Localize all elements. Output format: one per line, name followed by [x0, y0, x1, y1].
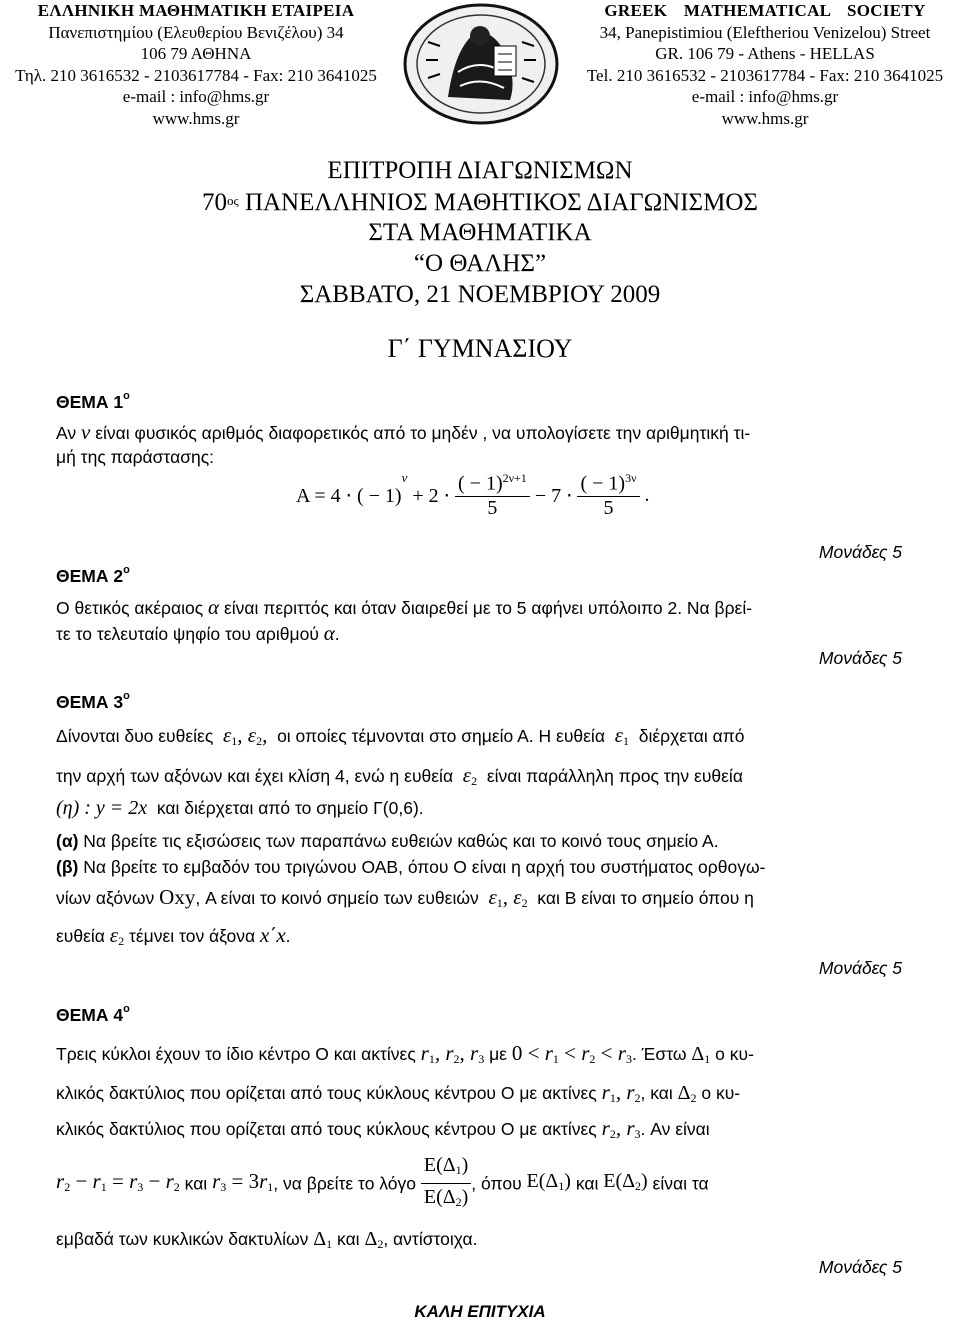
- theme3-line1: Δίνονται δυο ευθείες $\varepsilon_1$, $\varepsilon_2$, οι οποίες τέμνονται στο σημείο Α. Η ευθεία $\varepsilon_1$ διέρχεται από: [56, 723, 745, 748]
- subject-title: ΣΤΑ ΜΑΘΗΜΑΤΙΚΑ: [368, 219, 592, 246]
- theme4-line3: κλικός δακτύλιος που ορίζεται από τους κύκλους κέντρου Ο με ακτίνες $r_2$, $r_3$. Αν είναι: [56, 1116, 710, 1141]
- fraction1-denominator: 5: [487, 496, 498, 519]
- question-b-text-2b: , Α είναι το κοινό σημείο των ευθειών: [195, 888, 479, 908]
- theme2-text-c: τε το τελευταίο ψηφίο του αριθμού: [56, 624, 319, 644]
- phone-greek: Τηλ. 210 3616532 - 2103617784 - Fax: 210 3641025: [15, 65, 377, 85]
- formula-exp-nu: ν: [401, 470, 408, 485]
- org-name-greek: ΕΛΛΗΝΙΚΗ ΜΑΘΗΜΑΤΙΚΗ ΕΤΑΙΡΕΙΑ: [37, 1, 355, 20]
- theme3-marks: Μονάδες 5: [818, 958, 902, 978]
- society-seal-logo: [398, 2, 564, 126]
- theme3-text-3b: και διέρχεται από το σημείο Γ(0,6).: [156, 798, 424, 818]
- email-english: e-mail : info@hms.gr: [691, 87, 839, 106]
- theme1-marks: Μονάδες 5: [818, 542, 902, 562]
- theme1-var-nu: ν: [80, 420, 91, 444]
- question-b-text-2a: νίων αξόνων: [56, 888, 155, 908]
- theme1-heading-sup: ο: [123, 390, 130, 403]
- email-greek: e-mail : info@hms.gr: [122, 87, 270, 106]
- theme1-heading: [56, 392, 130, 413]
- fraction2-base: ( − 1): [580, 472, 626, 495]
- theme1-heading-text: ΘΕΜΑ 1: [56, 392, 124, 412]
- theme3-text-1c: διέρχεται από: [638, 726, 745, 746]
- formula-period: .: [644, 483, 650, 506]
- question-b-label: (β): [56, 857, 79, 877]
- theme1-formula: [296, 470, 650, 520]
- theme4-text-3b: . Αν είναι: [640, 1119, 710, 1139]
- theme4-line4: $r_2 - r_1 = r_3 - r_2$ και $r_3 = 3r_1$, να βρείτε το λόγο $\frac{E(\Delta_1)}{E(\Delta_2)}$ , όπου $E(\Delta_1)$ και $E(\Delta_2)$ είναι τα: [56, 1152, 902, 1215]
- theme3-line-eta-equation: (η) : y = 2x: [56, 797, 148, 819]
- formula-minus-seven: − 7 ⋅: [534, 484, 573, 507]
- theme3-text-2a: την αρχή των αξόνων και έχει κλίση 4, ενώ η ευθεία: [56, 766, 454, 786]
- theme2-text-b: είναι περιττός και όταν διαιρεθεί με το 5 αφήνει υπόλοιπο 2. Να βρεί-: [223, 598, 753, 618]
- theme3-line3: [56, 797, 424, 819]
- fraction1-numerator: [455, 471, 530, 497]
- theme4-text-2a: κλικός δακτύλιος που ορίζεται από τους κύκλους κέντρου Ο με ακτίνες: [56, 1083, 597, 1103]
- fraction2-denominator: 5: [603, 496, 614, 519]
- theme3-text-1b: οι οποίες τέμνονται στο σημείο Α. Η ευθεία: [277, 726, 605, 746]
- address-greek: Πανεπιστημίου (Ελευθερίου Βενιζέλου) 34: [48, 22, 344, 42]
- theme3-text-1a: Δίνονται δυο ευθείες: [56, 726, 214, 746]
- theme3-heading: [56, 692, 130, 713]
- theme4-text-4d: και: [575, 1173, 599, 1194]
- web-greek: www.hms.gr: [152, 108, 240, 128]
- theme4-text-4e: είναι τα: [652, 1173, 709, 1194]
- theme4-text-1a: Τρεις κύκλοι έχουν το ίδιο κέντρο Ο και ακτίνες: [56, 1044, 416, 1064]
- fraction2-exp: 3ν: [625, 471, 637, 486]
- theme3-question-b-line2: νίων αξόνων Oxy, Α είναι το κοινό σημείο των ευθειών $\varepsilon_1$, $\varepsilon_2$ και Β είναι το σημείο όπου η: [56, 885, 754, 910]
- ratio-fraction: $\frac{E(\Delta_1)}{E(\Delta_2)}$: [421, 1152, 471, 1215]
- question-b-text-3a: ευθεία: [56, 926, 105, 946]
- committee-title: ΕΠΙΤΡΟΠΗ ΔΙΑΓΩΝΙΣΜΩΝ: [327, 157, 633, 184]
- theme4-text-4c: , όπου: [471, 1173, 522, 1194]
- theme3-question-a: [56, 830, 719, 852]
- theme3-question-b: [56, 856, 765, 878]
- fraction2-numerator: [577, 471, 639, 497]
- competition-name: ΠΑΝΕΛΛΗΝΙΟΣ ΜΑΘΗΤΙΚΟΣ ΔΙΑΓΩΝΙΣΜΟΣ: [238, 189, 758, 216]
- fraction1-base: ( − 1): [458, 472, 503, 495]
- theme4-text-2b: , και: [640, 1083, 673, 1103]
- formula-plus-two: + 2 ⋅: [412, 484, 450, 507]
- question-a-text: Να βρείτε τις εξισώσεις των παραπάνω ευθειών καθώς και το κοινό τους σημείο Α.: [83, 831, 719, 851]
- grade-title: Γ΄ ΓΥΜΝΑΣΙΟΥ: [387, 334, 573, 363]
- competition-number: 70: [202, 189, 228, 216]
- header-left: [0, 0, 392, 129]
- theme4-text-5a: εμβαδά των κυκλικών δακτυλίων: [56, 1229, 309, 1249]
- theme3-heading-sup: ο: [123, 690, 130, 703]
- date-title: ΣΑΒΒΑΤΟ, 21 ΝΟΕΜΒΡΙΟΥ 2009: [299, 281, 661, 308]
- theme4-heading: [56, 1005, 130, 1026]
- theme4-text-5c: , αντίστοιχα.: [383, 1229, 478, 1249]
- theme3-question-b-line3: ευθεία $\varepsilon_2$ τέμνει τον άξονα x΄x.: [56, 923, 291, 948]
- oxy-system: Oxy: [159, 885, 196, 909]
- formula-fraction-1: [455, 471, 530, 520]
- web-english: www.hms.gr: [721, 108, 809, 128]
- theme4-text-5b: και: [337, 1229, 360, 1249]
- city-greek: 106 79 ΑΘΗΝΑ: [140, 44, 252, 63]
- theme4-line1: Τρεις κύκλοι έχουν το ίδιο κέντρο Ο και ακτίνες $r_1$, $r_2$, $r_3$ με $0 < r_1 < r_2 < r_3$. Έστω $\Delta_1$ ο κυ-: [56, 1041, 754, 1066]
- theme2-heading-text: ΘΕΜΑ 2: [56, 566, 124, 586]
- good-luck-footer: ΚΑΛΗ ΕΠΙΤΥΧΙΑ: [414, 1302, 546, 1321]
- theme2-heading-sup: ο: [123, 564, 130, 577]
- theme4-heading-text: ΘΕΜΑ 4: [56, 1005, 124, 1025]
- thales-title: “Ο ΘΑΛΗΣ”: [413, 250, 547, 277]
- theme4-text-1c: . Έστω: [631, 1044, 687, 1064]
- theme2-line2: [56, 622, 340, 645]
- theme1-line1: [56, 421, 902, 444]
- formula-fraction-2: [577, 471, 639, 520]
- theme4-line2: κλικός δακτύλιος που ορίζεται από τους κύκλους κέντρου Ο με ακτίνες $r_1$, $r_2$, και $\Delta_2$ ο κυ-: [56, 1080, 741, 1105]
- theme2-text-a: Ο θετικός ακέραιος: [56, 598, 204, 618]
- theme1-text-b: είναι φυσικός αριθμός διαφορετικός από το μηδέν , να υπολογίσετε την αριθμητική τι-: [95, 423, 751, 443]
- city-english: GR. 106 79 - Athens - HELLAS: [655, 44, 875, 63]
- header-right: [570, 0, 960, 129]
- theme4-heading-sup: ο: [123, 1003, 130, 1016]
- question-b-period: .: [285, 926, 291, 946]
- x-axis-label: x΄x: [260, 923, 286, 947]
- theme4-text-4b: , να βρείτε το λόγο: [273, 1173, 416, 1194]
- theme3-line2: την αρχή των αξόνων και έχει κλίση 4, ενώ η ευθεία $\varepsilon_2$ είναι παράλληλη προς την ευθεία: [56, 763, 743, 788]
- theme4-line5: εμβαδά των κυκλικών δακτυλίων $\Delta_1$ και $\Delta_2$, αντίστοιχα.: [56, 1228, 478, 1251]
- theme1-line2: μή της παράστασης:: [56, 447, 215, 467]
- address-english: 34, Panepistimiou (Εleftheriou Venizelou) Street: [599, 22, 931, 42]
- theme3-text-2b: είναι παράλληλη προς την ευθεία: [486, 766, 743, 786]
- theme4-text-3a: κλικός δακτύλιος που ορίζεται από τους κύκλους κέντρου Ο με ακτίνες: [56, 1119, 597, 1139]
- theme3-heading-text: ΘΕΜΑ 3: [56, 692, 124, 712]
- theme2-marks: Μονάδες 5: [818, 648, 902, 668]
- theme4-text-2c: ο κυ-: [701, 1083, 741, 1103]
- theme2-var-alpha: α: [208, 595, 220, 619]
- theme2-line1: [56, 596, 902, 619]
- theme2-heading: [56, 566, 130, 587]
- theme4-text-1d: ο κυ-: [715, 1044, 754, 1064]
- question-a-label: (α): [56, 831, 79, 851]
- theme2-var-alpha-2: α: [323, 621, 335, 645]
- theme4-text-4a: και: [184, 1173, 208, 1194]
- fraction1-exp: 2ν+1: [502, 471, 527, 486]
- formula-lhs: Α = 4 ⋅ ( − 1): [296, 484, 402, 507]
- competition-title: [0, 187, 960, 219]
- theme4-marks: Μονάδες 5: [818, 1257, 902, 1277]
- theme2-period: .: [334, 624, 340, 644]
- phone-english: Tel. 210 3616532 - 2103617784 - Fax: 210 3641025: [586, 65, 944, 85]
- org-name-english: GREEK MATHEMATICAL SOCIETY: [604, 1, 926, 20]
- question-b-text-3b: τέμνει τον άξονα: [128, 926, 256, 946]
- question-b-text-2c: και Β είναι το σημείο όπου η: [537, 888, 754, 908]
- question-b-text-1: Να βρείτε το εμβαδόν του τριγώνου ΟΑΒ, όπου Ο είναι η αρχή του συστήματος ορθογω-: [83, 857, 766, 877]
- theme4-text-1b: με: [489, 1044, 507, 1064]
- theme1-text-a: Αν: [56, 423, 77, 443]
- ordinal-suffix: ος: [227, 193, 239, 208]
